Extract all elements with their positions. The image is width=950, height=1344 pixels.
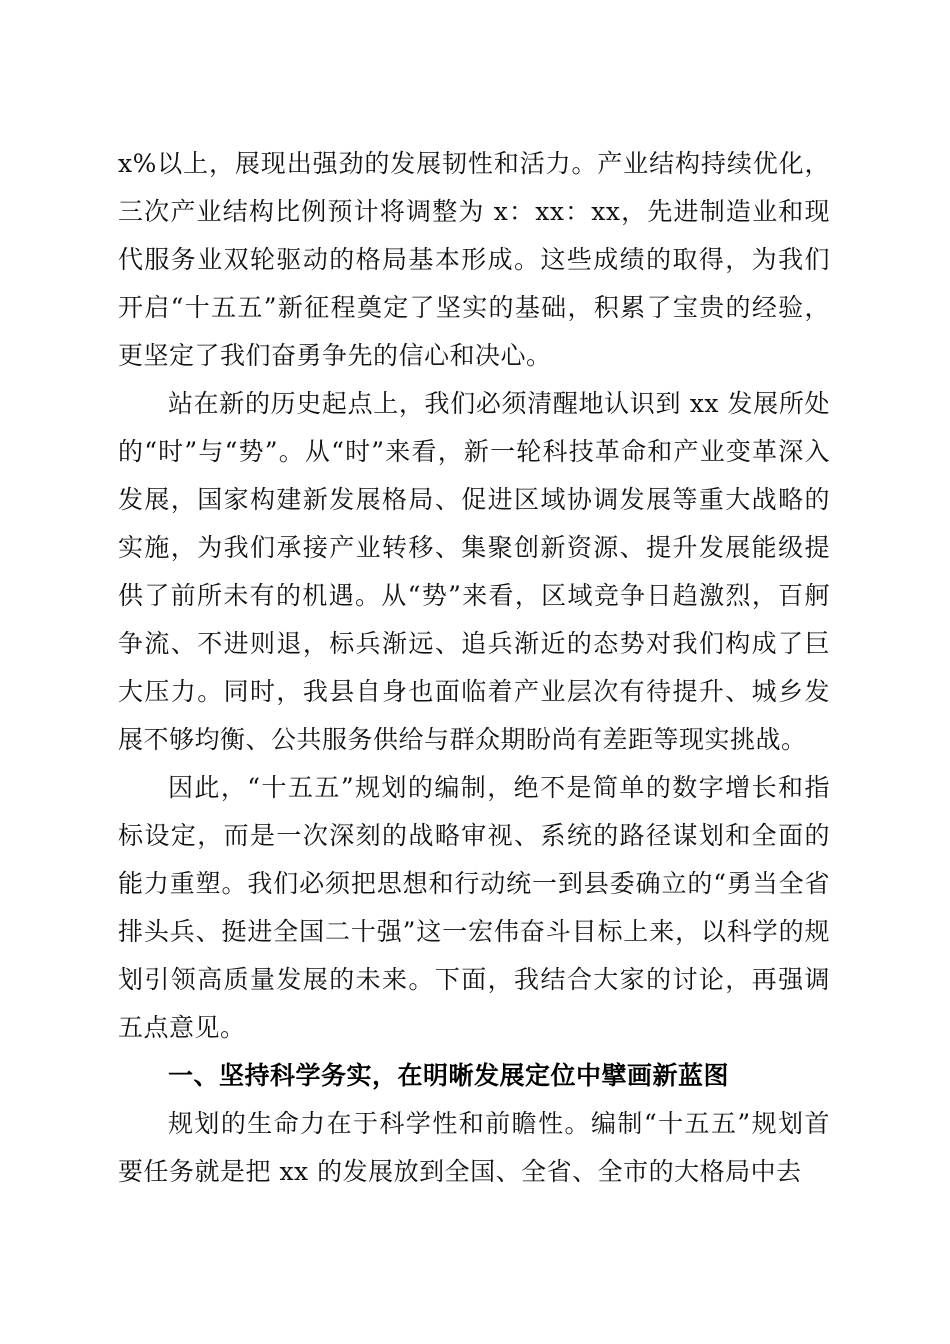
paragraph-situation: 站在新的历史起点上，我们必须清醒地认识到 xx 发展所处的“时”与“势”。从“时”来看，新一轮科技革命和产业变革深入发展，国家构建新发展格局、促进区域协调发展等重大战略的实施，为我们承接产业转移、集聚创新资源、提升发展能级提供了前所未有的机遇。从“势”来看，区域竞争日趋激烈，百舸争流、不进则退，标兵渐远、追兵渐近的态势对我们构成了巨大压力。同时，我县自身也面临着产业层次有待提升、城乡发展不够均衡、公共服务供给与群众期盼尚有差距等现实挑战。: [118, 389, 830, 754]
paragraph-therefore: 因此，“十五五”规划的编制，绝不是简单的数字增长和指标设定，而是一次深刻的战略审视、系统的路径谋划和全面的能力重塑。我们必须把思想和行动统一到县委确立的“勇当全省排头兵、挺进全国二十强”这一宏伟奋斗目标上来，以科学的规划引领高质量发展的未来。下面，我结合大家的讨论，再强调五点意见。: [118, 773, 830, 1042]
document-body: [118, 140, 830, 1196]
section-heading-1: 一、坚持科学务实，在明晰发展定位中擘画新蓝图: [168, 1061, 730, 1090]
paragraph-section-1-intro: 规划的生命力在于科学性和前瞻性。编制“十五五”规划首要任务就是把 xx 的发展放到全国、全省、全市的大格局中去: [118, 1109, 830, 1186]
paragraph-continuation: x%以上，展现出强劲的发展韧性和活力。产业结构持续优化，三次产业结构比例预计将调整为 x：xx：xx，先进制造业和现代服务业双轮驱动的格局基本形成。这些成绩的取得，为我们开启“十五五”新征程奠定了坚实的基础，积累了宝贵的经验，更坚定了我们奋勇争先的信心和决心。: [118, 149, 830, 370]
